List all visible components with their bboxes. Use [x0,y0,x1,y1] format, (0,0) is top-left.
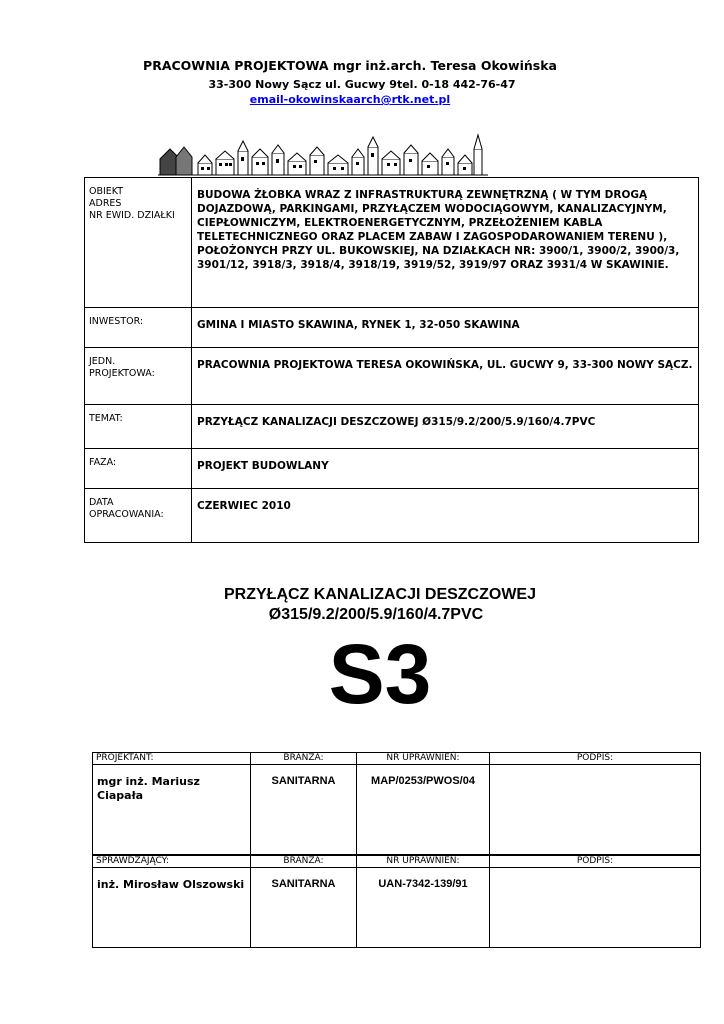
label-opracowania-line: OPRACOWANIA: [89,509,164,520]
header-nr-uprawnien: NR UPRAWNIEŃ: [357,753,490,765]
designer-header-row [93,753,701,765]
studio-email-link[interactable]: email-okowinskaarch@rtk.net.pl [249,93,451,106]
designer-signature-box [490,765,701,855]
designer-name [93,765,251,855]
value-data: CZERWIEC 2010 [192,489,699,543]
value-jedn-projektowa: PRACOWNIA PROJEKTOWA TERESA OKOWIŃSKA, UL. GUCWY 9, 33-300 NOWY SĄCZ. [192,348,699,405]
row-inwestor [85,308,699,348]
designer-name-line1: mgr inż. Mariusz [97,775,200,788]
label-data [85,489,192,543]
row-temat [85,405,699,449]
checker-header-row [93,856,701,868]
designer-row [93,765,701,855]
header-sprawdzajacy: SPRAWDZAJĄCY: [93,856,251,868]
header-podpis-2: PODPIS: [490,856,701,868]
drawing-code: S3 [328,627,432,721]
studio-name: PRACOWNIA PROJEKTOWA mgr inż.arch. Teresa Okowińska [143,58,557,73]
header-nr-uprawnien-2: NR UPRAWNIEŃ: [357,856,490,868]
checker-nr-uprawnien: UAN-7342-139/91 [357,868,490,948]
checker-row [93,868,701,948]
checker-name: inż. Mirosław Olszowski [93,868,251,948]
label-jedn-line: JEDN. [89,356,116,367]
header-projektant: PROJEKTANT: [93,753,251,765]
label-data-line: DATA [89,497,114,508]
header-branza: BRANŻA: [251,753,357,765]
project-info-table [84,177,699,543]
designer-name-line2: Ciapała [97,789,144,802]
studio-address: 33-300 Nowy Sącz ul. Gucwy 9tel. 0-18 442-76-47 [208,78,516,91]
label-projektowa-line: PROJEKTOWA: [89,368,155,379]
value-inwestor: GMINA I MIASTO SKAWINA, RYNEK 1, 32-050 SKAWINA [192,308,699,348]
designer-branza: SANITARNA [251,765,357,855]
checker-signature-box [490,868,701,948]
designer-signature-table [92,752,701,855]
label-obiekt-line: OBIEKT [89,186,124,197]
label-adres-line: ADRES [89,198,122,209]
row-obiekt [85,178,699,308]
label-obiekt [85,178,192,308]
label-jedn-projektowa [85,348,192,405]
checker-branza: SANITARNA [251,868,357,948]
header-branza-2: BRANŻA: [251,856,357,868]
row-jedn-projektowa [85,348,699,405]
label-faza: FAZA: [85,449,192,489]
row-faza [85,449,699,489]
row-data [85,489,699,543]
checker-signature-table [92,855,701,948]
label-temat: TEMAT: [85,405,192,449]
header-podpis: PODPIS: [490,753,701,765]
town-skyline-icon [158,133,488,176]
value-obiekt: BUDOWA ŻŁOBKA WRAZ Z INFRASTRUKTURĄ ZEWNĘTRZNĄ ( W TYM DROGĄ DOJAZDOWĄ, PARKINGAMI, PRZYŁĄCZEM WODOCIĄGOWYM, KANALIZACYJNYM, CIEPŁOWNICZYM, ELEKTROENERGETYCZNYM, PRZEŁOŻENIEM KABLA TELETECHNICZNEGO ORAZ PLACEM ZABAW I ZAGOSPODAROWANIEM TERENU ), POŁOŻONYCH PRZY UL. BUKOWSKIEJ, NA DZIAŁKACH NR: 3900/1, 3900/2, 3900/3, 3901/12, 3918/3, 3918/4, 3918/19, 3919/52, 3919/97 ORAZ 3931/4 W SKAWINIE. [192,178,699,308]
designer-nr-uprawnien: MAP/0253/PWOS/04 [357,765,490,855]
drawing-title: PRZYŁĄCZ KANALIZACJI DESZCZOWEJ [224,586,536,603]
label-inwestor: INWESTOR: [85,308,192,348]
label-dzialka-line: NR EWID. DZIAŁKI [89,210,175,221]
value-faza: PROJEKT BUDOWLANY [192,449,699,489]
drawing-subtitle: Ø315/9.2/200/5.9/160/4.7PVC [268,606,484,623]
value-temat: PRZYŁĄCZ KANALIZACJI DESZCZOWEJ Ø315/9.2/200/5.9/160/4.7PVC [192,405,699,449]
